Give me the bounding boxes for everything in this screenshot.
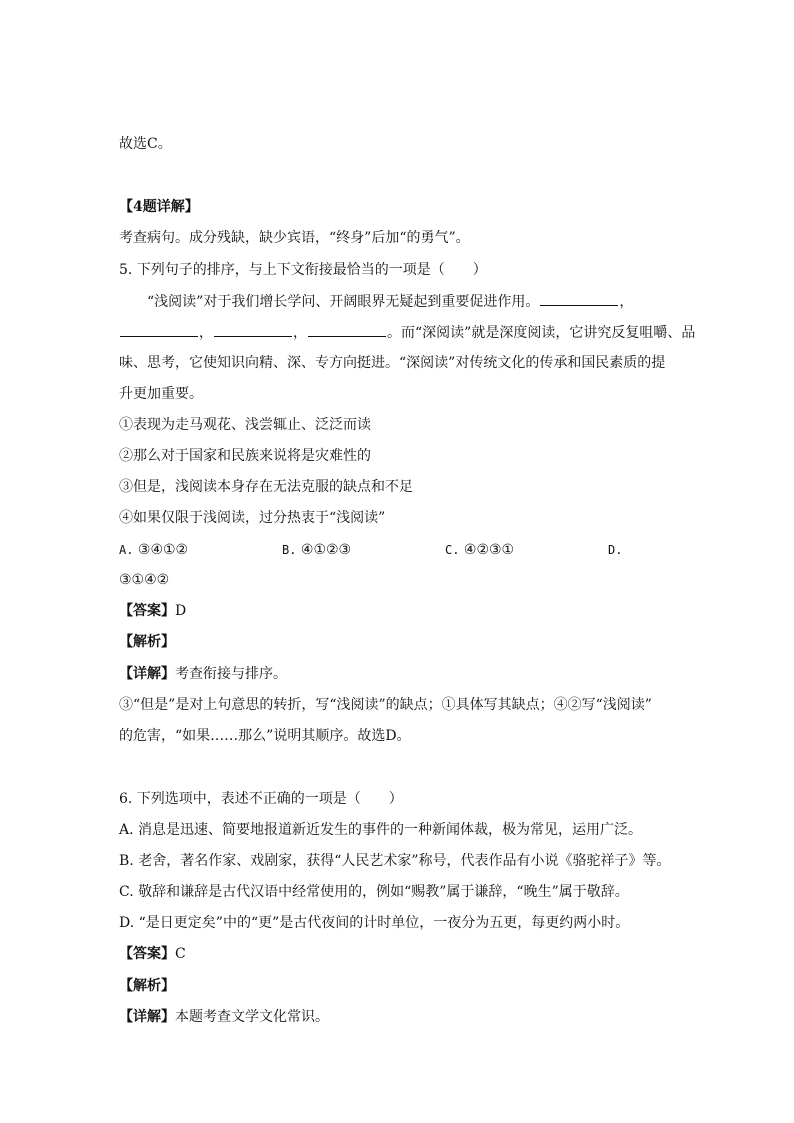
q5-option-d-letter: D. — [608, 543, 623, 557]
q5-option-d-text: ③①④② — [119, 572, 170, 588]
q5-item-4: ④如果仅限于浅阅读，过分热衷于“浅阅读” — [119, 510, 386, 526]
q5-option-a: A. ③④①② — [119, 542, 189, 558]
q5-item-3: ③但是，浅阅读本身存在无法克服的缺点和不足 — [119, 479, 413, 495]
q5-stem: 5. 下列句子的排序，与上下文衔接最恰当的一项是（ ） — [119, 262, 487, 278]
q6-option-b: B. 老舍，著名作家、戏剧家，获得“人民艺术家”称号，代表作品有小说《骆驼祥子》等。 — [119, 853, 671, 869]
q5-explanation-2: 的危害，“如果……那么”说明其顺序。故选D。 — [119, 728, 411, 744]
q6-stem: 6. 下列选项中，表述不正确的一项是（ ） — [119, 791, 403, 807]
q5-passage-line-4: 升更加重要。 — [119, 386, 203, 402]
q5-analysis-tag: 【解析】 — [119, 634, 175, 650]
blank-line — [308, 322, 386, 337]
q5-detail: 【详解】考查衔接与排序。 — [119, 666, 287, 682]
q6-option-d: D. “是日更定矣”中的“更”是古代夜间的计时单位，一夜分为五更，每更约两小时。 — [119, 915, 630, 931]
q6-option-c: C. 敬辞和谦辞是古代汉语中经常使用的，例如“赐教”属于谦辞，“晚生”属于敬辞。 — [119, 884, 629, 900]
q5-passage-text: “浅阅读”对于我们增长学问、开阔眼界无疑起到重要促进作用。 — [147, 294, 540, 310]
q6-option-a: A. 消息是迅速、简要地报道新近发生的事件的一种新闻体裁，极为常见，运用广泛。 — [119, 822, 643, 838]
q6-answer: 【答案】C — [119, 946, 186, 962]
q3-conclusion: 故选C。 — [119, 136, 172, 152]
q6-analysis-tag: 【解析】 — [119, 978, 175, 994]
q5-passage-punct: ， — [199, 325, 213, 341]
q4-detail-tag: 【4题详解】 — [119, 199, 199, 215]
q5-answer: 【答案】D — [119, 603, 187, 619]
blank-line — [540, 291, 618, 306]
q5-passage-line-1 — [147, 291, 707, 312]
blank-line — [120, 322, 198, 337]
q5-passage-punct: ， — [293, 325, 307, 341]
q5-passage-line-2 — [119, 322, 696, 343]
q5-item-2: ②那么对于国家和民族来说将是灾难性的 — [119, 448, 371, 464]
q4-detail-text: 考查病句。成分残缺，缺少宾语，“终身”后加“的勇气”。 — [119, 230, 470, 246]
q5-passage-text: 。而“深阅读”就是深度阅读，它讲究反复咀嚼、品 — [387, 325, 696, 341]
blank-line — [214, 322, 292, 337]
q5-option-c: C. ④②③① — [445, 542, 515, 558]
q5-explanation-1: ③“但是”是对上句意思的转折，写“浅阅读”的缺点；①具体写其缺点；④②写“浅阅读” — [119, 697, 652, 713]
q5-passage-line-3: 味、思考，它使知识向精、深、专方向挺进。“深阅读”对传统文化的传承和国民素质的提 — [119, 355, 666, 371]
q5-item-1: ①表现为走马观花、浅尝辄止、泛泛而读 — [119, 417, 371, 433]
q5-passage-punct: ， — [619, 294, 634, 310]
q6-detail: 【详解】本题考查文学文化常识。 — [119, 1009, 329, 1025]
q5-option-b: B. ④①②③ — [282, 542, 352, 558]
